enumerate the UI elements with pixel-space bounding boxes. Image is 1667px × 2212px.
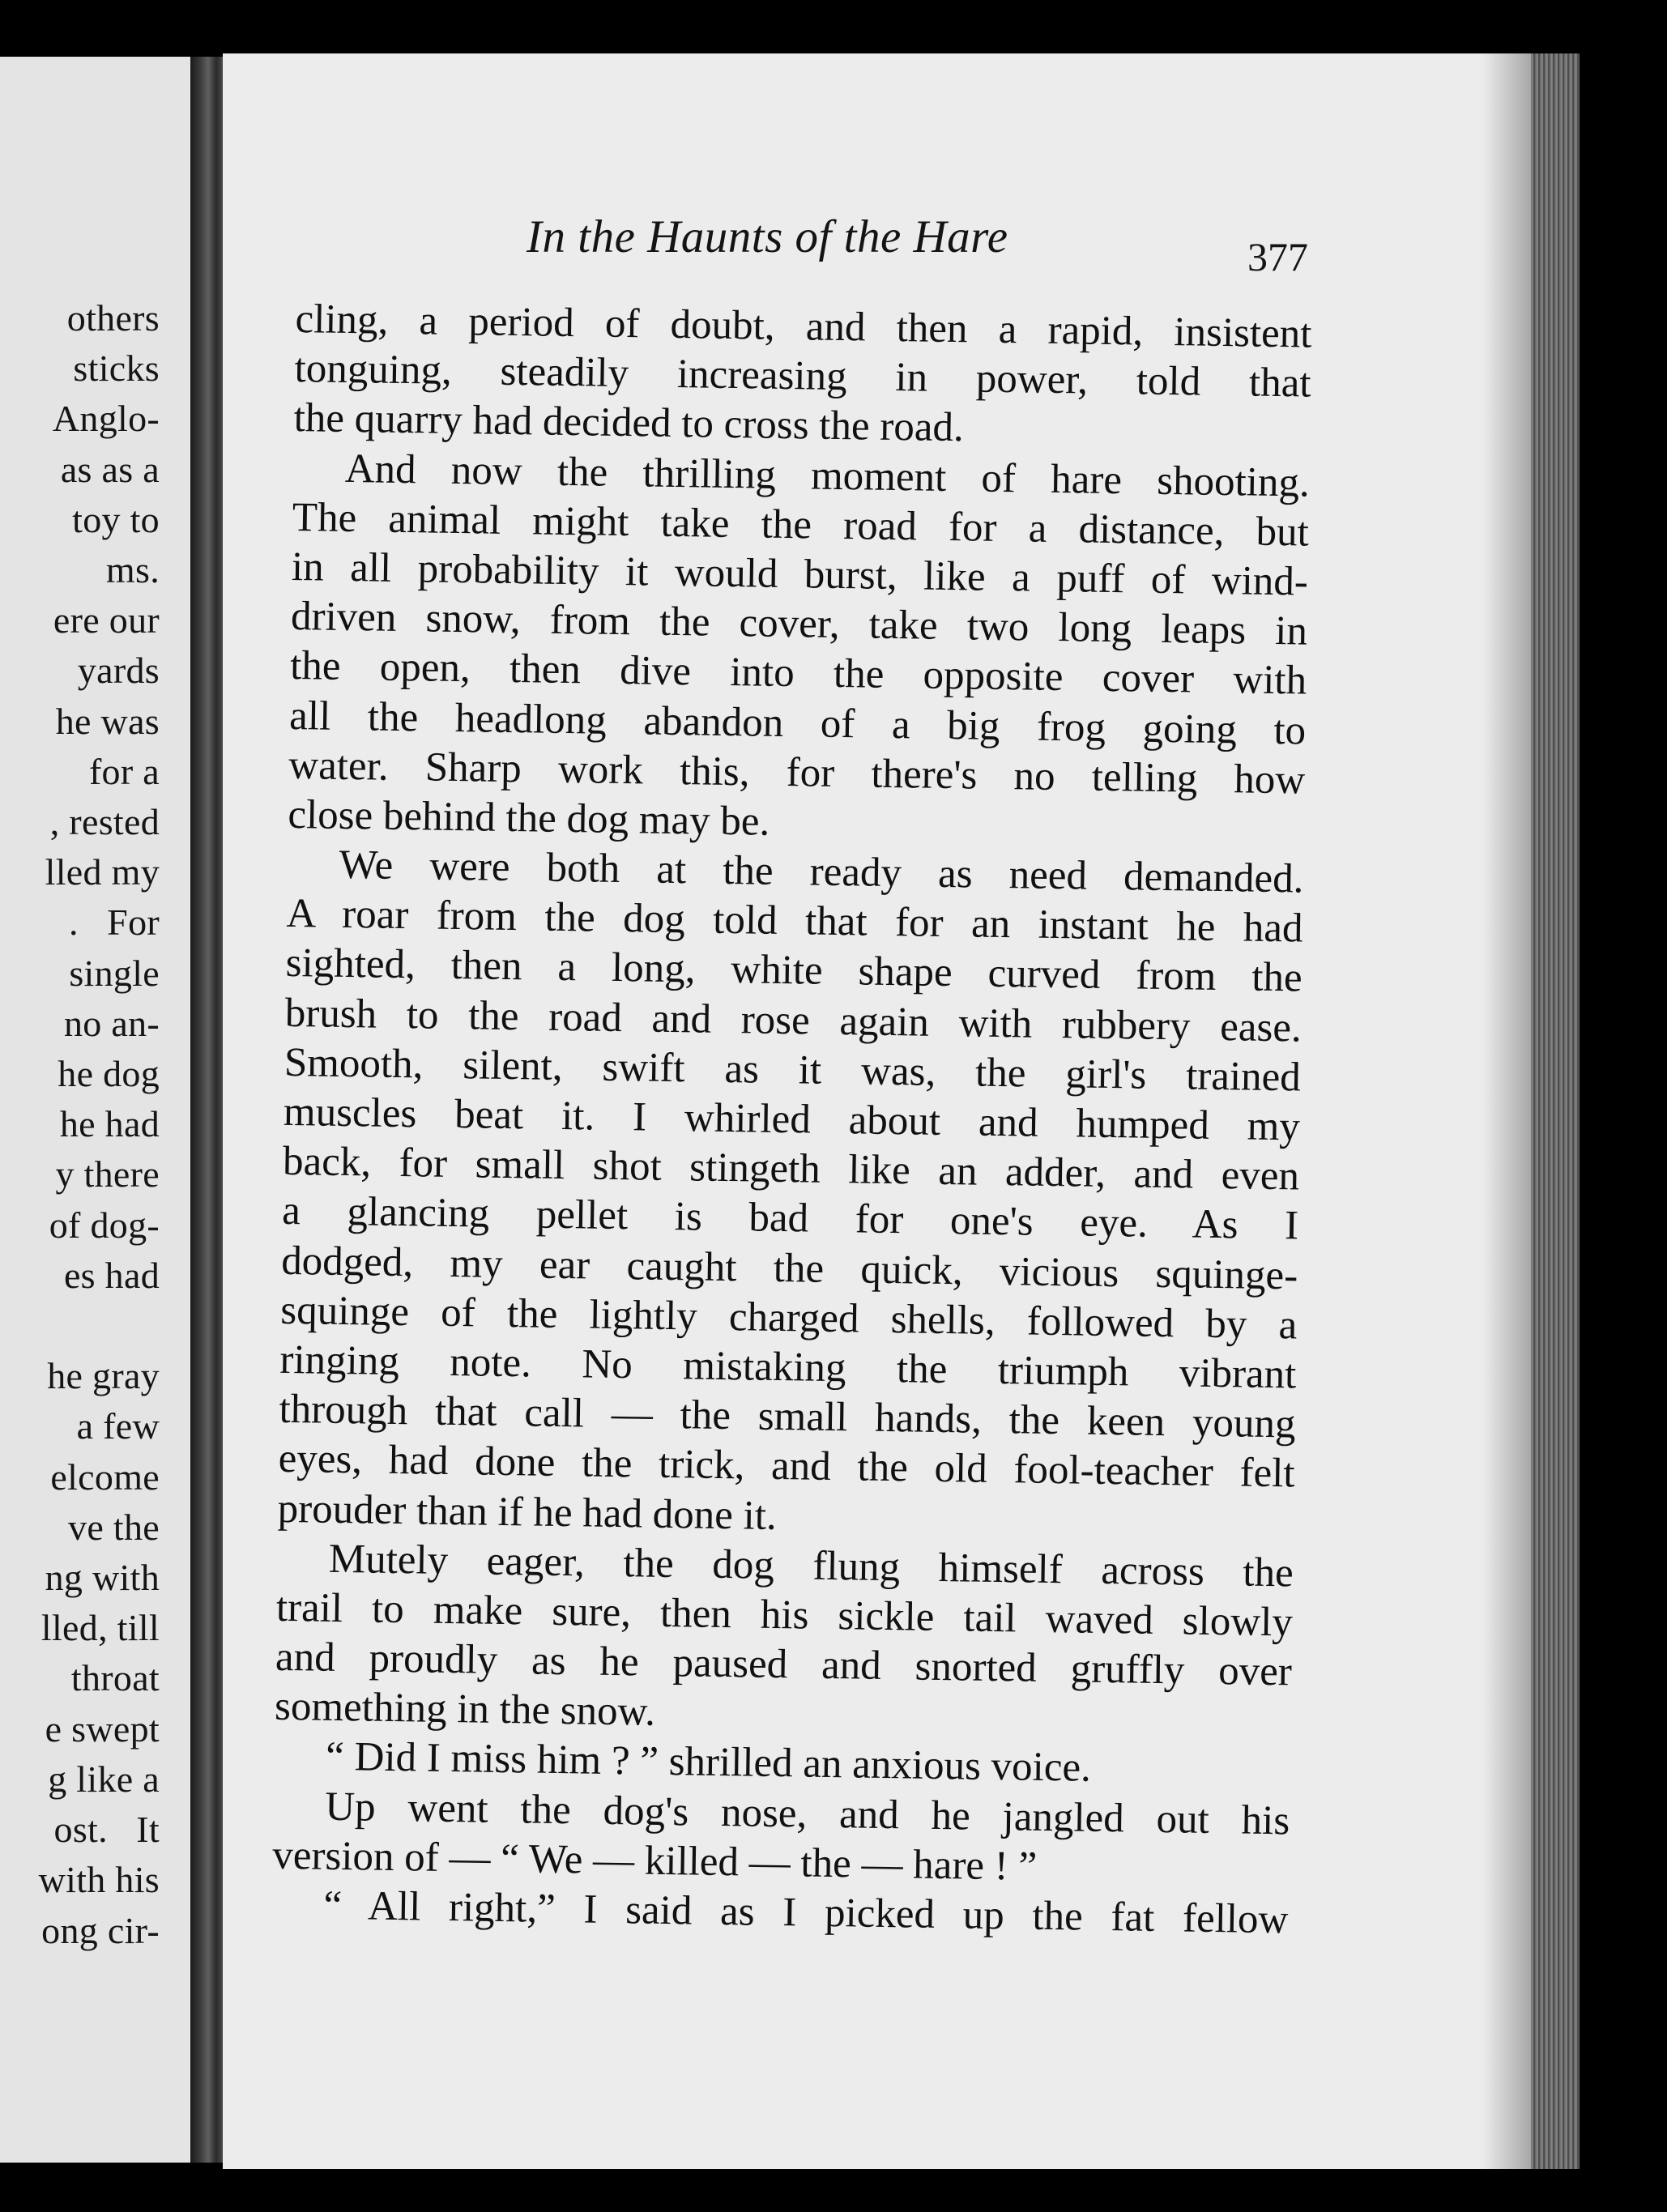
text-line: trail to make sure, then his sickle tail waved slowly <box>275 1584 1294 1646</box>
previous-page-line: no an- <box>63 1002 160 1044</box>
previous-page-line: for a <box>88 750 160 792</box>
text-line: prouder than if he had done it. <box>277 1485 778 1539</box>
previous-page-line: yards <box>77 650 160 692</box>
text-line: The animal might take the road for a distance, but <box>292 494 1310 556</box>
previous-page-line: es had <box>63 1254 160 1296</box>
previous-page-line: toy to <box>72 498 160 540</box>
previous-page <box>0 57 190 2163</box>
text-line: in all probability it would burst, like a puff of wind- <box>291 543 1309 605</box>
previous-page-line: lled, till <box>41 1607 160 1649</box>
text-line: sighted, then a long, white shape curved from the <box>285 940 1303 1001</box>
previous-page-line: ong cir- <box>41 1909 160 1951</box>
previous-page-line: ms. <box>105 549 160 591</box>
text-line: Smooth, silent, swift as it was, the girl's trained <box>284 1039 1302 1101</box>
text-line: a glancing pellet is bad for one's eye. As I <box>281 1188 1299 1249</box>
text-line: Mutely eager, the dog flung himself across the <box>328 1536 1294 1596</box>
page-edges <box>1531 53 1580 2169</box>
text-line: version of — “ We — killed — the — hare ! ” <box>272 1832 1038 1890</box>
text-line: ringing note. No mistaking the triumph vibrant <box>279 1336 1297 1398</box>
text-line: eyes, had done the trick, and the old fool-teacher felt <box>278 1436 1295 1497</box>
text-line: something in the snow. <box>274 1684 656 1736</box>
text-line: the quarry had decided to cross the road. <box>293 395 965 451</box>
previous-page-line: others <box>66 297 160 339</box>
text-line: driven snow, from the cover, take two long leaps in <box>290 594 1308 654</box>
previous-page-line: elcome <box>50 1455 160 1498</box>
text-line: We were both at the ready as need demanded. <box>339 842 1304 902</box>
text-line: “ All right,” I said as I picked up the fat fellow <box>323 1882 1289 1943</box>
text-line: close behind the dog may be. <box>288 791 770 845</box>
previous-page-line: he gray <box>47 1355 160 1397</box>
previous-page-line: ng with <box>45 1557 160 1599</box>
text-line: water. Sharp work this, for there's no telling how <box>288 742 1306 803</box>
text-line: brush to the road and rose again with rubbery ease. <box>284 990 1302 1051</box>
previous-page-line <box>39 1301 160 1351</box>
previous-page-line: he had <box>59 1103 160 1145</box>
book-gutter <box>190 57 223 2163</box>
text-line: and proudly as he paused and snorted gruffly over <box>275 1634 1293 1695</box>
text-line: back, for small shot stingeth like an adder, and even <box>282 1139 1300 1200</box>
text-line: A roar from the dog told that for an instant he had <box>286 891 1303 952</box>
previous-page-line: , rested <box>49 801 160 843</box>
previous-page-line: ere our <box>53 599 160 641</box>
previous-page-line: of dog- <box>49 1204 160 1246</box>
previous-page-line: he was <box>55 700 160 742</box>
previous-page-line: y there <box>55 1153 160 1196</box>
previous-page-line: Anglo- <box>52 398 160 440</box>
previous-page-line: as as a <box>60 448 160 490</box>
previous-page-line: lled my <box>45 851 160 893</box>
previous-page-line: . For <box>68 901 160 944</box>
text-line: dodged, my ear caught the quick, vicious squinge- <box>280 1238 1298 1299</box>
page-number: 377 <box>1247 234 1308 279</box>
previous-page-line: ost. It <box>53 1809 160 1851</box>
text-line: Up went the dog's nose, and he jangled out his <box>324 1784 1290 1844</box>
previous-page-line: throat <box>70 1657 160 1699</box>
previous-page-line: a few <box>76 1405 160 1447</box>
running-head: In the Haunts of the Hare <box>527 211 1008 262</box>
text-line: muscles beat it. I whirled about and humped my <box>283 1089 1301 1150</box>
text-line: And now the thrilling moment of hare shooting. <box>344 445 1311 506</box>
text-line: all the headlong abandon of a big frog going to <box>288 693 1307 754</box>
text-line: cling, a period of doubt, and then a rapid, insistent <box>295 296 1312 357</box>
text-line: tonguing, steadily increasing in power, told that <box>294 346 1311 407</box>
previous-page-text <box>39 293 160 1956</box>
text-line: through that call — the small hands, the keen young <box>279 1386 1296 1447</box>
text-line: squinge of the lightly charged shells, followed by a <box>279 1287 1298 1349</box>
previous-page-line: sticks <box>73 347 160 390</box>
previous-page-line: single <box>69 952 160 994</box>
text-line: “ Did I miss him ? ” shrilled an anxious voice. <box>325 1734 1092 1792</box>
previous-page-line: g like a <box>48 1758 160 1800</box>
previous-page-line: with his <box>38 1859 160 1901</box>
body-text <box>271 295 1312 1946</box>
previous-page-line: he dog <box>58 1053 160 1095</box>
previous-page-line: ve the <box>68 1506 160 1548</box>
text-line: the open, then dive into the opposite cover with <box>289 643 1307 704</box>
previous-page-line: e swept <box>45 1707 160 1750</box>
